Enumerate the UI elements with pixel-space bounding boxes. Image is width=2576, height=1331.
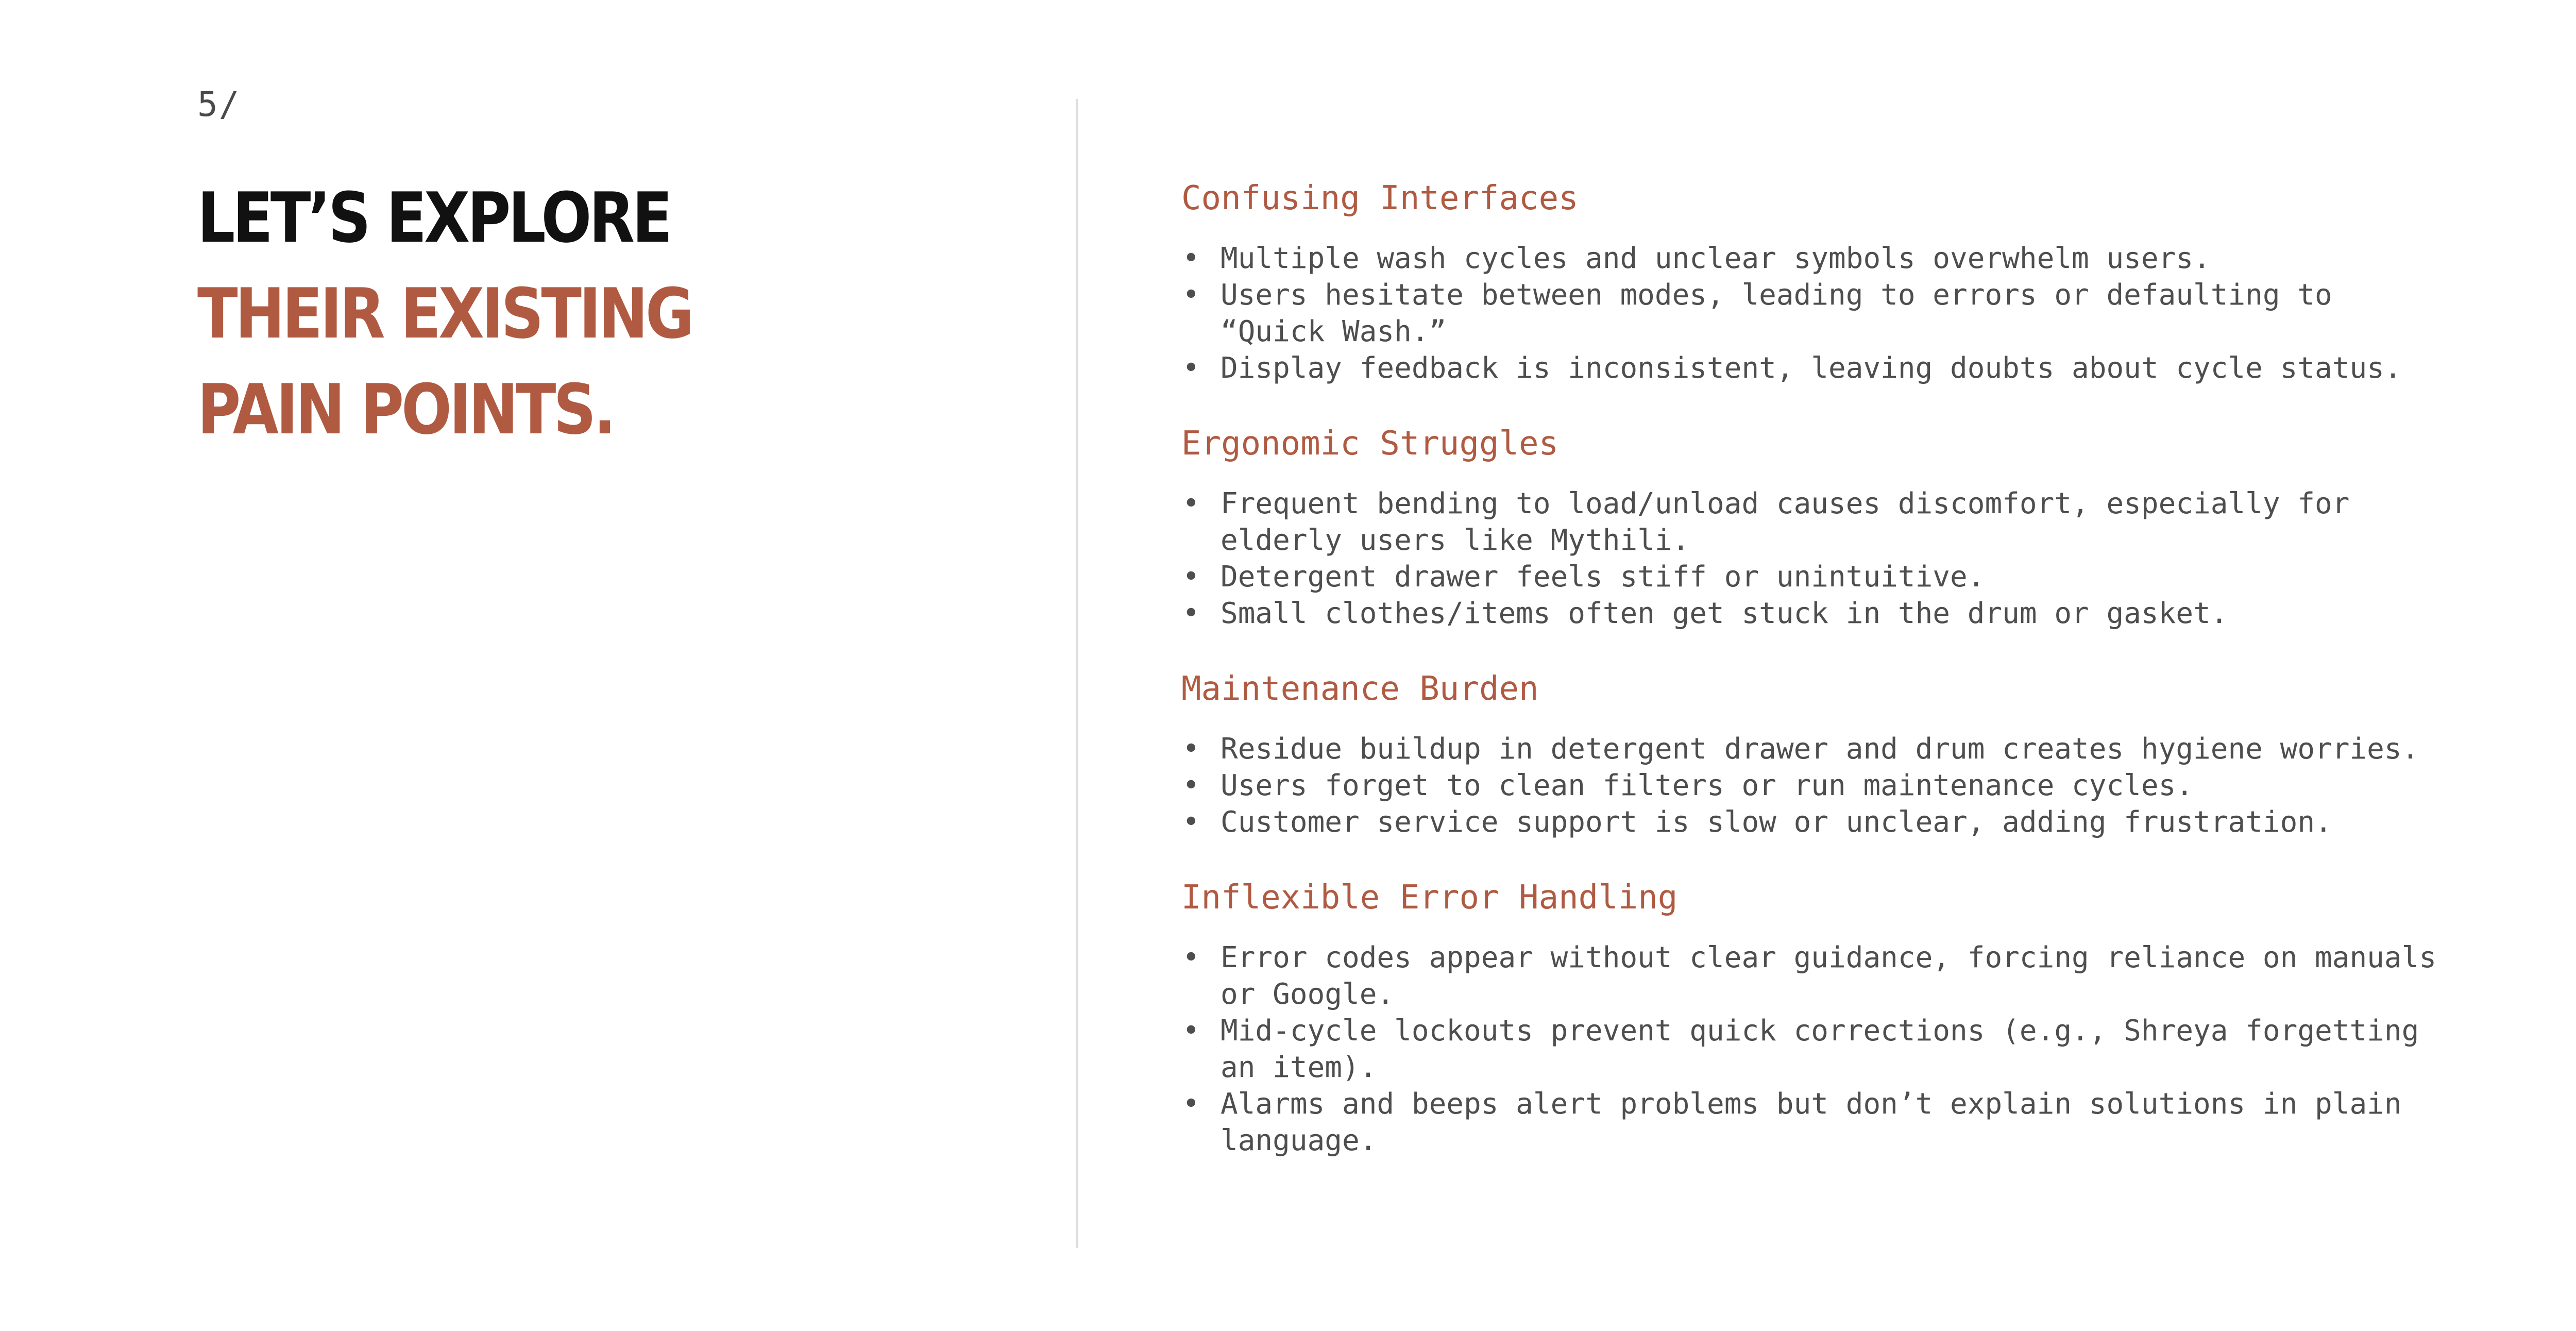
list-item: • Alarms and beeps alert problems but don’t explain solutions in plain language.: [1181, 1086, 2449, 1159]
title-line-3: PAIN POINTS.: [197, 369, 614, 450]
section-heading: Ergonomic Struggles: [1181, 425, 1559, 463]
section-maintenance-burden: [1181, 666, 2449, 840]
pain-points-list: [1181, 175, 2449, 1193]
section-heading: Maintenance Burden: [1181, 670, 1539, 708]
bullet-list: [1181, 939, 2449, 1159]
list-item: • Error codes appear without clear guidance, forcing reliance on manuals or Google.: [1181, 939, 2449, 1013]
list-item: • Residue buildup in detergent drawer and drum creates hygiene worries.: [1181, 731, 2449, 767]
list-item: • Display feedback is inconsistent, leaving doubts about cycle status.: [1181, 350, 2449, 386]
vertical-divider: [1076, 99, 1078, 1248]
page-number: 5/: [197, 85, 241, 124]
section-confusing-interfaces: [1181, 175, 2449, 386]
list-item: • Multiple wash cycles and unclear symbols overwhelm users.: [1181, 240, 2449, 277]
bullet-list: [1181, 240, 2449, 386]
list-item: • Small clothes/items often get stuck in the drum or gasket.: [1181, 595, 2449, 632]
title-line-2: THEIR EXISTING: [197, 274, 692, 354]
list-item: • Frequent bending to load/unload causes discomfort, especially for elderly users like Mythili.: [1181, 485, 2449, 559]
bullet-list: [1181, 731, 2449, 840]
section-ergonomic-struggles: [1181, 420, 2449, 632]
section-heading: Inflexible Error Handling: [1181, 879, 1678, 917]
list-item: • Mid-cycle lockouts prevent quick corrections (e.g., Shreya forgetting an item).: [1181, 1013, 2449, 1086]
section-heading: Confusing Interfaces: [1181, 179, 1579, 217]
list-item: • Detergent drawer feels stiff or unintuitive.: [1181, 559, 2449, 595]
list-item: • Customer service support is slow or unclear, adding frustration.: [1181, 804, 2449, 840]
list-item: • Users forget to clean filters or run maintenance cycles.: [1181, 767, 2449, 804]
section-inflexible-error-handling: [1181, 874, 2449, 1159]
list-item: • Users hesitate between modes, leading to errors or defaulting to “Quick Wash.”: [1181, 277, 2449, 350]
title-line-1: LET’S EXPLORE: [197, 178, 670, 258]
page-title: [197, 170, 691, 458]
bullet-list: [1181, 485, 2449, 632]
